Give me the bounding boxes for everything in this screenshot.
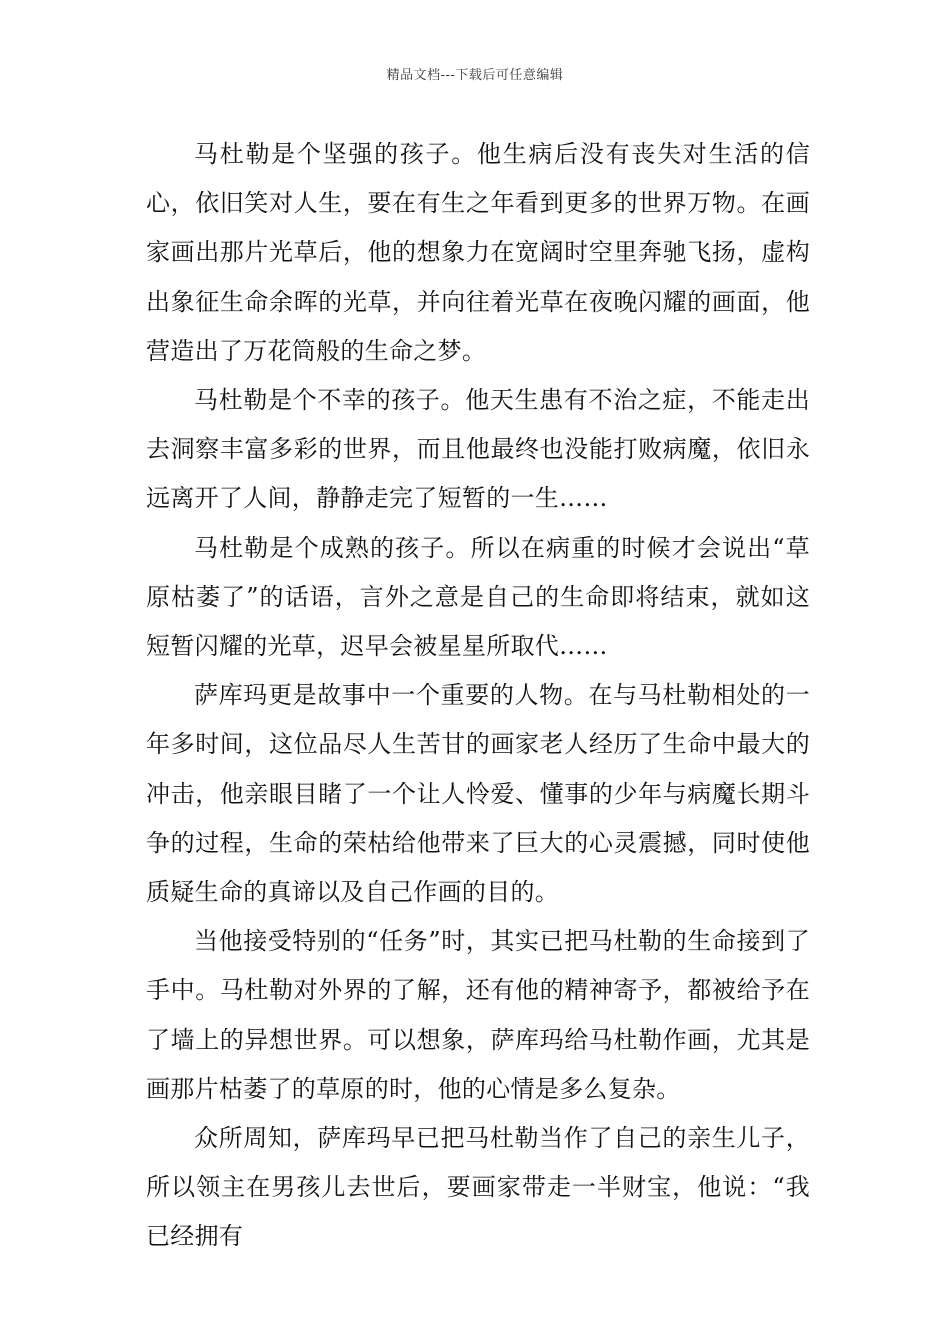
document-body	[146, 130, 810, 1262]
paragraph: 众所周知，萨库玛早已把马杜勒当作了自己的亲生儿子，所以领主在男孩儿去世后，要画家带走一半财宝，他说：“我已经拥有	[146, 1124, 810, 1251]
paragraph: 马杜勒是个坚强的孩子。他生病后没有丧失对生活的信心，依旧笑对人生，要在有生之年看到更多的世界万物。在画家画出那片光草后，他的想象力在宽阔时空里奔驰飞扬，虚构出象征生命余晖的光草，并向往着光草在夜晚闪耀的画面，他营造出了万花筒般的生命之梦。	[146, 140, 810, 365]
paragraph: 马杜勒是个不幸的孩子。他天生患有不治之症，不能走出去洞察丰富多彩的世界，而且他最终也没能打败病魔，依旧永远离开了人间，静静走完了短暂的一生……	[146, 386, 810, 513]
paragraph: 当他接受特别的“任务”时，其实已把马杜勒的生命接到了手中。马杜勒对外界的了解，还有他的精神寄予，都被给予在了墙上的异想世界。可以想象，萨库玛给马杜勒作画，尤其是画那片枯萎了的草原的时，他的心情是多么复杂。	[146, 927, 810, 1103]
paragraph: 马杜勒是个成熟的孩子。所以在病重的时候才会说出“草原枯萎了”的话语，言外之意是自己的生命即将结束，就如这短暂闪耀的光草，迟早会被星星所取代……	[146, 533, 810, 661]
page-header: 精品文档---下载后可任意编辑	[386, 68, 564, 83]
paragraph: 萨库玛更是故事中一个重要的人物。在与马杜勒相处的一年多时间，这位品尽人生苦甘的画家老人经历了生命中最大的冲击，他亲眼目睹了一个让人怜爱、懂事的少年与病魔长期斗争的过程，生命的荣枯给他带来了巨大的心灵震撼，同时使他质疑生命的真谛以及自己作画的目的。	[146, 681, 810, 907]
